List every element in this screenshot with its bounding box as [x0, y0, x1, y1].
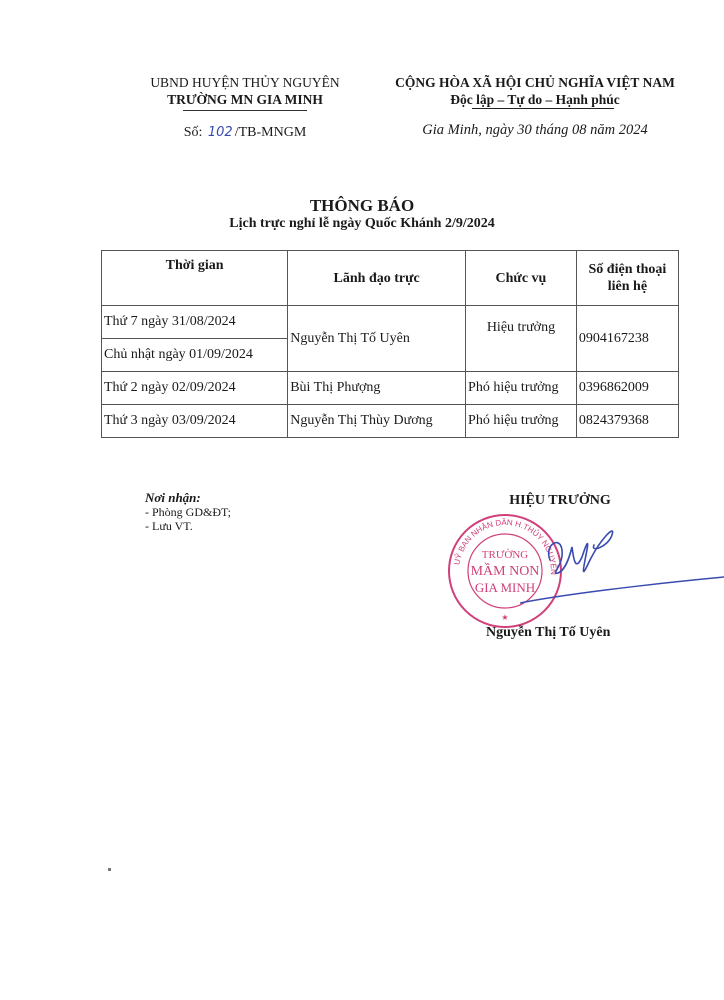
cell-phone: 0824379368 — [576, 405, 678, 438]
cell-leader: Bùi Thị Phượng — [288, 372, 466, 405]
recipients-label: Nơi nhận: — [145, 490, 201, 505]
cell-leader: Nguyễn Thị Tố Uyên — [288, 306, 466, 372]
motto-text: Độc lập – Tự do – Hạnh phúc — [450, 92, 620, 107]
header-divider — [183, 110, 307, 111]
recipient-item: - Phòng GD&ĐT; — [145, 505, 232, 519]
issuer-authority: UBND HUYỆN THỦY NGUYÊN — [150, 75, 340, 90]
cell-position: Hiệu trưởng — [466, 306, 577, 372]
nation-name: CỘNG HÒA XÃ HỘI CHỦ NGHĨA VIỆT NAM — [395, 75, 675, 90]
document-subtitle: Lịch trực nghỉ lễ ngày Quốc Khánh 2/9/2024 — [229, 216, 495, 231]
number-handwritten: 102 — [207, 125, 233, 140]
signer-title: HIỆU TRƯỞNG — [509, 493, 611, 508]
cell-time: Thứ 2 ngày 02/09/2024 — [102, 372, 288, 405]
table-header-row — [102, 251, 679, 306]
cell-time: Thứ 7 ngày 31/08/2024 — [102, 306, 288, 339]
document-number — [120, 124, 370, 141]
header-position: Chức vụ — [466, 251, 577, 306]
issuer-school: TRƯỜNG MN GIA MINH — [167, 92, 323, 107]
stamp-outer-text: UỶ BAN NHÂN DÂN H.THỦY NGUYÊN — [452, 517, 559, 575]
table-row — [102, 306, 679, 339]
issuer-header — [120, 74, 370, 141]
cell-position: Phó hiệu trưởng — [466, 405, 577, 438]
cell-time: Thứ 3 ngày 03/09/2024 — [102, 405, 288, 438]
cell-phone: 0396862009 — [576, 372, 678, 405]
table-row — [102, 372, 679, 405]
place-date: Gia Minh, ngày 30 tháng 08 năm 2024 — [422, 122, 648, 138]
number-prefix: Số: — [183, 125, 203, 140]
cell-position: Phó hiệu trưởng — [466, 372, 577, 405]
header-leader: Lãnh đạo trực — [288, 251, 466, 306]
national-motto — [450, 91, 620, 108]
cell-leader: Nguyễn Thị Thùy Dương — [288, 405, 466, 438]
number-suffix: /TB-MNGM — [234, 125, 307, 140]
cell-phone: 0904167238 — [576, 306, 678, 372]
stamp-line: MẦM NON — [470, 564, 540, 579]
scan-speck — [108, 868, 111, 871]
national-header — [370, 74, 700, 139]
motto-underline — [472, 108, 614, 109]
signer-name: Nguyễn Thị Tố Uyên — [486, 625, 611, 640]
stamp-star-icon: ★ — [501, 613, 509, 622]
cell-time: Chủ nhật ngày 01/09/2024 — [102, 339, 288, 372]
document-title: THÔNG BÁO — [309, 196, 415, 215]
stamp-line: GIA MINH — [474, 580, 536, 595]
header-phone: Số điện thoại liên hệ — [576, 251, 678, 306]
duty-schedule-table — [101, 250, 679, 438]
header-time: Thời gian — [102, 251, 288, 306]
table-row — [102, 405, 679, 438]
recipients-block — [145, 491, 231, 533]
stamp-line: TRƯỜNG — [481, 549, 529, 561]
recipient-item: - Lưu VT. — [145, 519, 193, 533]
handwritten-signature — [520, 515, 724, 615]
